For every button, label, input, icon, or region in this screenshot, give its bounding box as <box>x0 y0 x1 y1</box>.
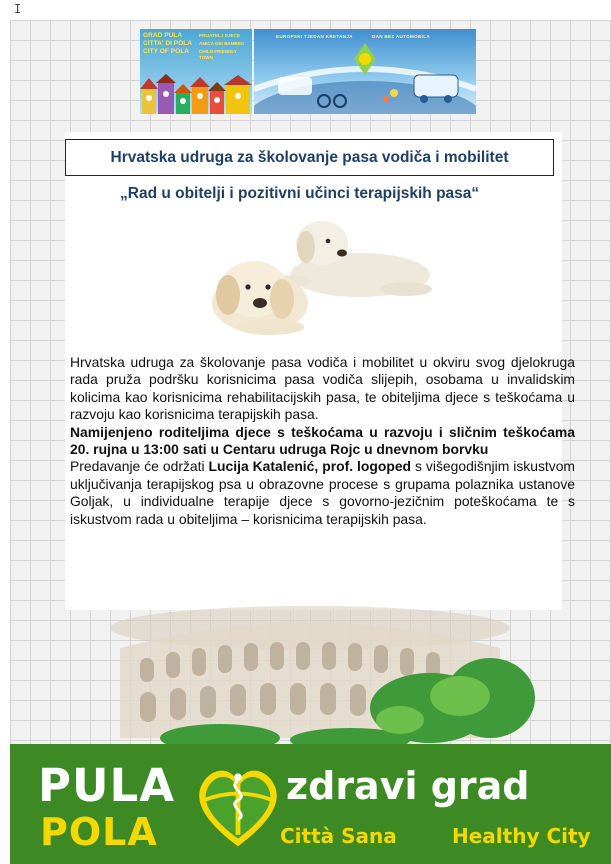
child-friendly-town-logo <box>140 29 252 114</box>
healthy-city-heart-icon <box>190 758 286 854</box>
footer-zdravi-grad: zdravi grad <box>286 764 530 808</box>
banner-title-line-1: GRAD PULA <box>143 32 183 39</box>
healthy-city-footer <box>10 744 611 864</box>
event-details-paragraph: Namijenjeno roditeljima djece s teškoćama u razvoju i sličnim teškoćama 20. rujna u 13:00 sati u Centaru udruga Rojc u dnevnom borvku <box>70 423 575 458</box>
organization-title: Hrvatska udruga za školovanje pasa vodiča i mobilitet <box>65 139 554 176</box>
houses-illustration <box>140 74 252 114</box>
speaker-description: s višegodišnjim iskustvom uključivanja terapijskog psa u obrazovne procese s grupama polaznika ustanove Goljak, u individualne terapije djece s govorno-jezičnim poteškoćama te s iskustvom rada u obiteljima – korisnicima terapijskih pasa. <box>70 458 575 527</box>
footer-citta-sana: Città Sana <box>280 824 397 848</box>
mobility-week-banner <box>254 29 476 114</box>
banner-sub-line-1: PRIJATELJ DJECE <box>199 33 241 38</box>
intro-paragraph: Hrvatska udruga za školovanje pasa vodiča i mobilitet u okviru svog djelokruga rada pruža podršku korisnicima pasa vodiča slijepih, osobama u invalidskim kolicima kao korisnicima rehabilitacijskih pasa, te obiteljima djece s teškoćama u razvoju kao korisnicima terapijskih pasa. <box>70 354 575 423</box>
article-body <box>70 354 575 528</box>
speaker-name: Lucija Katalenić, prof. logoped <box>208 458 412 475</box>
speaker-intro: Predavanje će održati <box>70 458 209 475</box>
poster-page <box>10 20 611 864</box>
lecture-title: „Rad u obitelji i pozitivni učinci terapijskih pasa“ <box>120 185 480 202</box>
puppies-photo <box>210 203 436 338</box>
speaker-paragraph <box>70 458 575 528</box>
mobility-illustration <box>254 29 476 114</box>
banner-sub-line-2: AMICA DEI BAMBINI <box>199 41 244 46</box>
banner-caption-mobility-week: EUROPSKI TJEDAN KRETANJA <box>276 34 353 39</box>
banner-sub-line-3: CHILD FRIENDLY TOWN <box>199 49 237 60</box>
banner-caption-car-free-day: DAN BEZ AUTOMOBILA <box>372 34 430 39</box>
footer-pula: PULA <box>38 759 176 812</box>
header-banner <box>140 29 476 114</box>
footer-pola: POLA <box>40 810 158 854</box>
footer-healthy-city: Healthy City <box>452 824 591 848</box>
banner-title-line-3: CITY OF POLA <box>143 48 190 55</box>
banner-title-line-2: CITTA' DI POLA <box>143 40 193 47</box>
pula-arena-illustration <box>100 588 540 748</box>
text-cursor-icon: I <box>14 2 22 16</box>
